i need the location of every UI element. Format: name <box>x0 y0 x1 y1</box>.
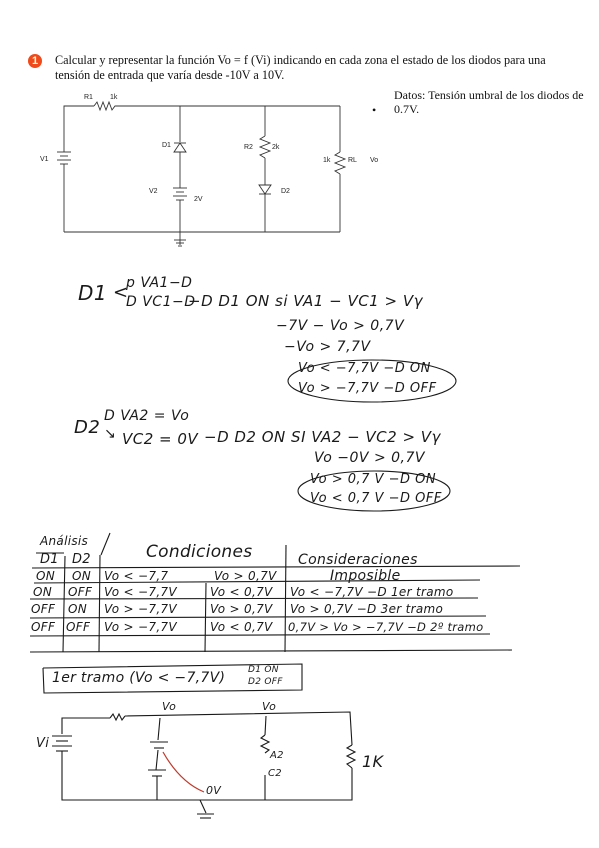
problem-number-badge: 1 <box>28 54 42 68</box>
r1-label: R1 <box>84 94 93 101</box>
d2-condition: −D D2 ON SI VA2 − VC2 > Vγ <box>204 428 441 446</box>
d2-note-label: D2 <box>74 417 101 438</box>
sketch-a2: A2 <box>270 750 284 761</box>
d1-anode-note: p VA1−D <box>126 275 193 291</box>
d2-result-on: Vo > 0,7 V −D ON <box>310 472 437 487</box>
r2-label: R2 <box>244 144 253 151</box>
sketch-c2: C2 <box>268 768 282 779</box>
sketch-vo-left: Vo <box>162 700 177 713</box>
sketch-vi: Vi <box>36 736 50 751</box>
sketch-rl-value: 1K <box>362 752 384 771</box>
d1-bracket: < <box>113 282 129 303</box>
tramo-d1-state: D1 ON <box>248 665 279 675</box>
table-header-considerations: Consideraciones <box>298 552 418 568</box>
table-header-conditions: Condiciones <box>146 542 253 562</box>
d2-result-off: Vo < 0,7 V −D OFF <box>310 491 442 506</box>
tramo-d2-state: D2 OFF <box>248 677 283 687</box>
d1-label: D1 <box>162 142 171 149</box>
v1-label: V1 <box>40 156 49 163</box>
d2-branch-mark: ↘ <box>104 426 117 442</box>
datos-bullet: • <box>372 103 377 117</box>
rl-label: RL <box>348 157 357 164</box>
r2-value: 2k <box>272 144 280 151</box>
tramo-label: 1er tramo (Vo < −7,7V) <box>52 670 226 686</box>
d1-note-label: D1 <box>78 281 108 305</box>
d1-result-on: Vo < −7,7V −D ON <box>298 361 431 376</box>
d2-cathode-note: VC2 = 0V <box>122 430 199 448</box>
sketch-vo-right: Vo <box>262 700 277 713</box>
table-caption: Análisis <box>40 534 89 548</box>
table-header-d1: D1 <box>40 552 59 567</box>
r1-value: 1k <box>110 94 118 101</box>
vo-label: Vo <box>370 157 379 164</box>
d2-label: D2 <box>281 188 290 195</box>
d1-step-2: −7V − Vo > 0,7V <box>276 318 405 334</box>
d2-anode-note: D VA2 = Vo <box>104 408 190 424</box>
d2-step-2: Vo −0V > 0,7V <box>314 450 425 466</box>
d1-step-3: −Vo > 7,7V <box>284 339 371 355</box>
v2-label: V2 <box>149 188 158 195</box>
d1-result-off: Vo > −7,7V −D OFF <box>298 381 437 396</box>
datos-text: Datos: Tensión umbral de los diodos de 0.7V. <box>394 88 584 116</box>
d1-cathode-note: D VC1−D <box>126 294 196 310</box>
rl-value: 1k <box>323 157 331 164</box>
d1-condition: −D D1 ON si VA1 − VC1 > Vγ <box>188 292 423 310</box>
sketch-0v: 0V <box>206 784 222 797</box>
v2-value: 2V <box>194 196 203 203</box>
table-header-d2: D2 <box>72 552 91 567</box>
problem-statement: Calcular y representar la función Vo = f (Vi) indicando en cada zona el estado de los diodos para una tensión de entrada que varía desde -10V a 10V. <box>55 53 546 82</box>
